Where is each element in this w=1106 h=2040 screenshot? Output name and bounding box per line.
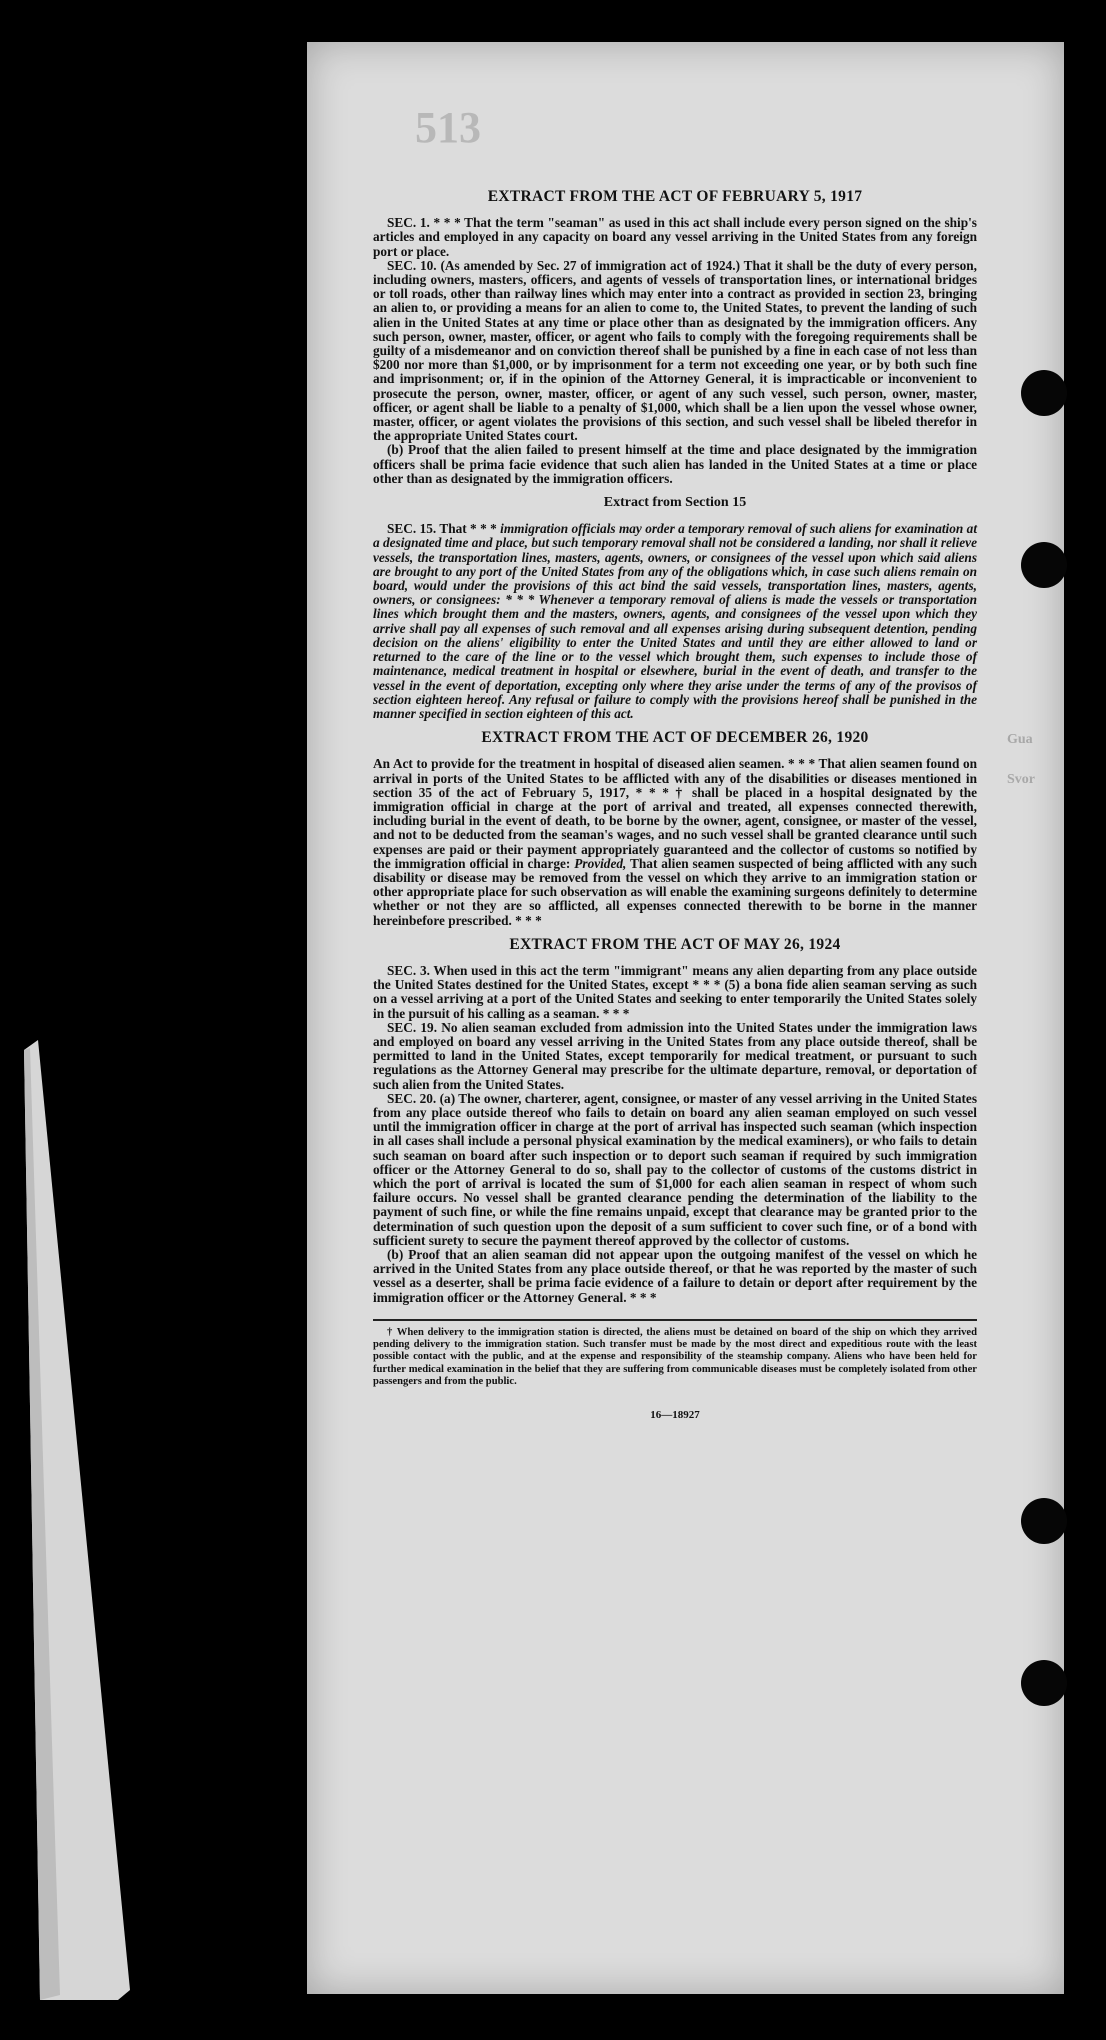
bleed-through-mark-side: Gua <box>1007 732 1033 747</box>
paragraph-sec-20-a: SEC. 20. (a) The owner, charterer, agent, consignee, or master of any vessel arriving in the United States from any place outside thereof who fails to detain on board any alien seaman employed on such vessel until the immigration officer in charge at the port of arrival has inspected such seaman (which inspection in all cases shall include a personal physical examination by the medical examiners), or who fails to detain such seaman on board after such inspection or to deport such seaman if required by such immigration officer or the Attorney General to do so, shall pay to the collector of customs of the customs district in which the port of arrival is located the sum of $1,000 for each alien seaman in respect of whom such failure occurs. No vessel shall be granted clearance pending the determination of the liability to the payment of such fine, or while the fine remains unpaid, except that clearance may be granted prior to the determination of such question upon the deposit of a sum sufficient to cover such fine, or of a bond with sufficient surety to secure the payment thereof approved by the collector of customs. <box>373 1090 977 1248</box>
footnote-divider <box>373 1319 977 1321</box>
footnote: † When delivery to the immigration station is directed, the aliens must be detained on board of the ship on which they arrived pending delivery to the immigration station. Such transfer must be made by the most direct and expeditious route with the least possible contact with the public, and at the expense and responsibility of the steamship company. Aliens who have been held for further medical examination in the belief that they are suffering from communicable diseases must be completely isolated from other passengers and from the public. <box>373 1326 977 1388</box>
paragraph-sec-1: SEC. 1. * * * That the term "seaman" as used in this act shall include every person signed on the ship's articles and employed in any capacity on board any vessel arriving in the United States from any foreign port or place. <box>373 215 977 259</box>
heading-act-1920: EXTRACT FROM THE ACT OF DECEMBER 26, 1920 <box>481 729 869 747</box>
paragraph-sec-3: SEC. 3. When used in this act the term "immigrant" means any alien departing from any place outside the United States destined for the United States, except * * * (5) a bona fide alien seaman serving as such on a vessel arriving at a port of the United States and seeking to enter temporarily the United States solely in the pursuit of his calling as a seaman. * * * <box>373 962 977 1021</box>
paragraph-sec-19: SEC. 19. No alien seaman excluded from admission into the United States under the immigration laws and employed on board any vessel arriving in the United States from any place outside thereof, shall be permitted to land in the United States, except temporarily for medical treatment, or pursuant to such regulations as the Attorney General may prescribe for the ultimate departure, removal, or deportation of such alien from the United States. <box>373 1019 977 1092</box>
heading-act-1917: EXTRACT FROM THE ACT OF FEBRUARY 5, 1917 <box>487 188 863 205</box>
paragraph-act-1920 <box>373 757 977 927</box>
document-page <box>307 42 1064 1994</box>
punch-hole-2 <box>1021 542 1067 588</box>
page-number: 16—18927 <box>650 1409 700 1422</box>
bleed-through-mark-side-2: Svor <box>1007 772 1035 787</box>
act-1920-text: An Act to provide for the treatment in hospital of diseased alien seamen. * * * That alien seamen found on arrival in ports of the United States to be afflicted with any of the disabilities or diseases mentioned in section 35 of the act of February 5, 1917, * * * † shall be placed in a hospital designated by the immigration official in charge at the port of arrival and treated, all expenses connected therewith, including burial in the event of death, to be borne by the owner, agent, consignee, or master of the vessel, and not to be deducted from the seaman's wages, and no such vessel shall be granted clearance until such expenses are paid or their payment appropriately guaranteed and the collector of customs so notified by the immigration official in charge: <box>373 756 977 871</box>
sec-15-lead: SEC. 15. That * * * <box>387 521 497 537</box>
sec-15-italic-text: immigration officials may order a temporary removal of such aliens for examination at a designated time and place, but such temporary removal shall not be considered a landing, nor shall it relieve vessels, the transportation lines, masters, agents, owners, or consignees of the vessel upon which said aliens are brought to any port of the United States from any of the obligations which, in case such aliens remain on board, would under the provisions of this act bind the said vessels, transportation lines, masters, agents, owners, or consignees: * * * Whenever a temporary removal of aliens is made the vessels or transportation lines which brought them and the masters, owners, agents, and consignees of the vessel upon which they arrive shall pay all expenses of such removal and all expenses arising during subsequent detention, pending decision on the aliens' eligibility to enter the United States and until they are either allowed to land or returned to the care of the line or to the vessel which brought them, such expenses to include those of maintenance, medical treatment in hospital or elsewhere, burial in the event of death, and transfer to the vessel in the event of deportation, excepting only where they arise under the terms of any of the provisos of section eighteen hereof. Any refusal or failure to comply with the provisions hereof shall be punished in the manner specified in section eighteen of this act. <box>373 521 978 721</box>
act-1920-tail: That alien seamen suspected of being afflicted with any such disability or disease may be removed from the vessel on which they arrive to an immigration station or other appropriate place for such observation as will enable the examining surgeons definitely to determine whether or not they are so afflicted, all expenses connected therewith to be borne in the manner hereinbefore prescribed. * * * <box>373 855 978 928</box>
punch-hole-1 <box>1021 370 1067 416</box>
heading-act-1924: EXTRACT FROM THE ACT OF MAY 26, 1924 <box>509 935 841 953</box>
paragraph-sec-10-b: (b) Proof that the alien failed to present himself at the time and place designated by the immigration officers shall be prima facie evidence that such alien has landed in the United States at a time or place other than as designated by the immigration officers. <box>373 442 977 486</box>
punch-hole-3 <box>1021 1498 1067 1544</box>
act-1920-proviso: Provided, <box>574 855 627 871</box>
punch-hole-4 <box>1021 1660 1067 1706</box>
left-paper-strip <box>0 0 140 2040</box>
paragraph-sec-15 <box>373 522 977 721</box>
bleed-through-mark: 513 <box>415 103 481 152</box>
document-body <box>373 190 977 1423</box>
heading-section-15: Extract from Section 15 <box>603 495 747 511</box>
paragraph-sec-20-b: (b) Proof that an alien seaman did not appear upon the outgoing manifest of the vessel on which he arrived in the United States from any place outside thereof, or that he was reported by the master of such vessel as a deserter, shall be prima facie evidence of a failure to detain or deport after requirement by the immigration officer or the Attorney General. * * * <box>373 1247 977 1305</box>
paragraph-sec-10: SEC. 10. (As amended by Sec. 27 of immigration act of 1924.) That it shall be the duty of every person, including owners, masters, officers, and agents of vessels of transportation lines, or international bridges or toll roads, other than railway lines which may enter into a contract as provided in section 23, bringing an alien to, or providing a means for an alien to come to, the United States, to prevent the landing of such alien in the United States at any time or place other than as designated by the immigration officers. Any such person, owner, master, officer, or agent who fails to comply with the foregoing requirements shall be guilty of a misdemeanor and on conviction thereof shall be punished by a fine in each case of not less than $200 nor more than $1,000, or by imprisonment for a term not exceeding one year, or by both such fine and imprisonment; or, if in the opinion of the Attorney General, it is impracticable or inconvenient to prosecute the person, owner, master, officer, or agent of any such vessel, such person, owner, master, officer, or agent shall be liable to a penalty of $1,000, which shall be a lien upon the vessel whose owner, master, officer, or agent violates the provisions of this section, and such vessel shall be libeled therefor in the appropriate United States court. <box>373 257 977 444</box>
